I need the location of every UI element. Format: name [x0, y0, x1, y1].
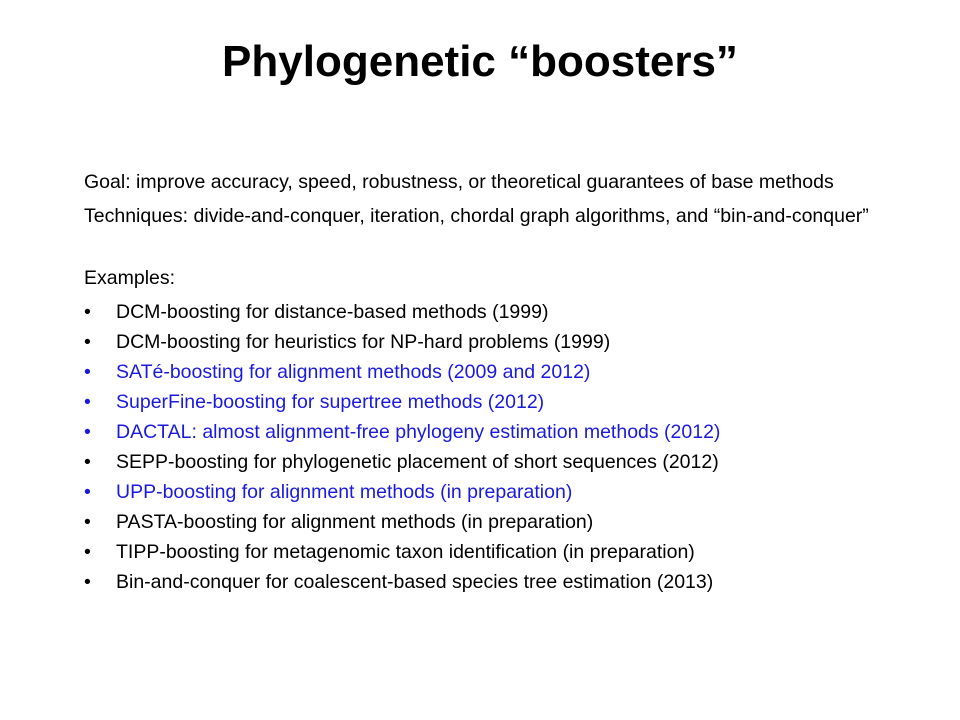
- bullet-icon: •: [84, 511, 91, 533]
- example-item: [84, 480, 884, 504]
- example-item: [84, 330, 884, 354]
- example-item: [84, 300, 884, 324]
- bullet-icon: •: [84, 451, 91, 473]
- example-item: [84, 420, 884, 444]
- goal-paragraph: Goal: improve accuracy, speed, robustness, or theoretical guarantees of base methods: [84, 171, 834, 193]
- example-item: [84, 540, 884, 564]
- example-text: SATé-boosting for alignment methods (2009 and 2012): [116, 361, 591, 383]
- bullet-icon: •: [84, 391, 91, 413]
- bullet-icon: •: [84, 331, 91, 353]
- example-item: [84, 360, 884, 384]
- spacer: [84, 238, 884, 266]
- example-text: Bin-and-conquer for coalescent-based species tree estimation (2013): [116, 571, 714, 593]
- example-text: TIPP-boosting for metagenomic taxon identification (in preparation): [116, 541, 695, 563]
- bullet-icon: •: [84, 571, 91, 593]
- example-text: PASTA-boosting for alignment methods (in preparation): [116, 511, 594, 533]
- example-text: DCM-boosting for distance-based methods (1999): [116, 301, 549, 323]
- techniques-paragraph: Techniques: divide-and-conquer, iteration, chordal graph algorithms, and “bin-and-conquer”: [84, 205, 869, 227]
- example-text: UPP-boosting for alignment methods (in preparation): [116, 481, 573, 503]
- bullet-icon: •: [84, 301, 91, 323]
- example-text: SuperFine-boosting for supertree methods (2012): [116, 391, 545, 413]
- bullet-icon: •: [84, 481, 91, 503]
- slide-body: [84, 170, 884, 600]
- example-item: [84, 450, 884, 474]
- examples-list: [84, 300, 884, 594]
- bullet-icon: •: [84, 421, 91, 443]
- example-item: [84, 570, 884, 594]
- example-item: [84, 390, 884, 414]
- example-item: [84, 510, 884, 534]
- slide-title: Phylogenetic “boosters”: [222, 37, 738, 86]
- bullet-icon: •: [84, 361, 91, 383]
- examples-label: Examples:: [84, 267, 176, 289]
- bullet-icon: •: [84, 541, 91, 563]
- example-text: DCM-boosting for heuristics for NP-hard problems (1999): [116, 331, 611, 353]
- example-text: SEPP-boosting for phylogenetic placement of short sequences (2012): [116, 451, 719, 473]
- example-text: DACTAL: almost alignment-free phylogeny estimation methods (2012): [116, 421, 721, 443]
